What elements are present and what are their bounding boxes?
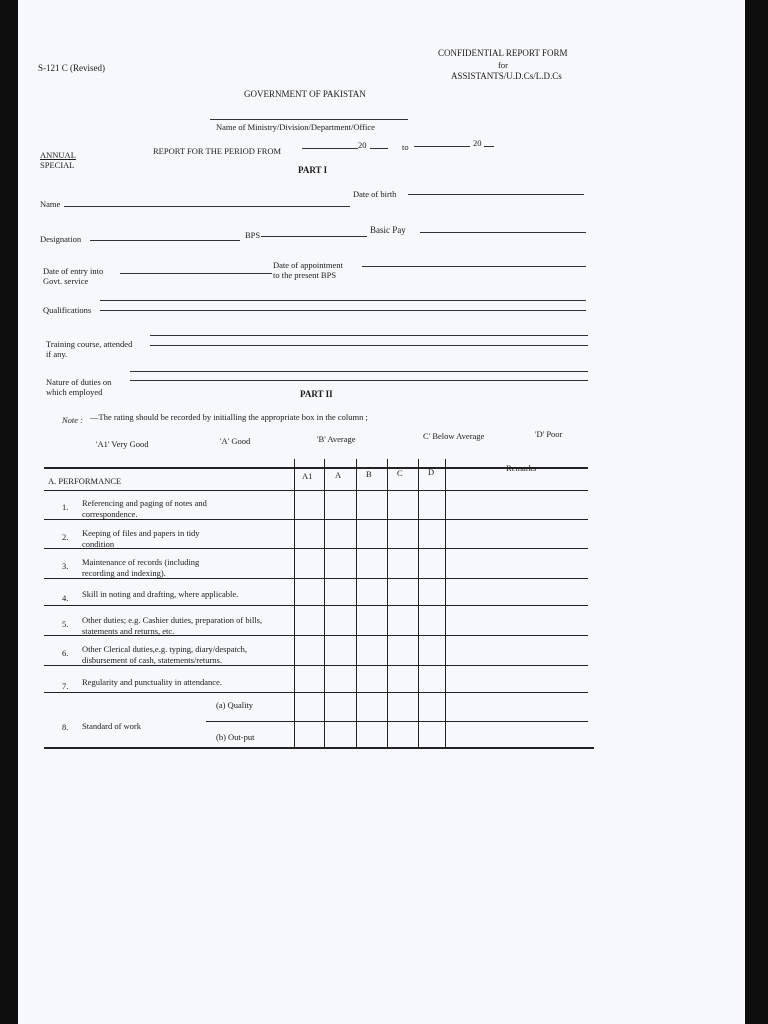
row-6-line2: disbursement of cash, statements/returns.: [82, 655, 222, 665]
period-to-line[interactable]: [414, 146, 470, 147]
row-line-8a: [206, 721, 588, 722]
row-1-line2: correspondence.: [82, 509, 138, 519]
col-a1: A1: [302, 471, 313, 481]
training-line[interactable]: [150, 345, 588, 346]
period-from-year-line[interactable]: [370, 148, 388, 149]
row-6-num: 6.: [62, 648, 69, 658]
row-3-num: 3.: [62, 561, 69, 571]
row-2-line2: condition: [82, 539, 115, 549]
ministry-label: Name of Ministry/Division/Department/Office: [216, 122, 375, 132]
rating-b: 'B' Average: [317, 434, 356, 444]
row-1-num: 1.: [62, 502, 69, 512]
period-to: to: [402, 142, 409, 152]
row-line-7: [44, 692, 588, 693]
col-line-a: [324, 459, 325, 747]
form-code: S-121 C (Revised): [38, 63, 105, 73]
row-line-4: [44, 605, 588, 606]
rating-c: C' Below Average: [423, 431, 485, 441]
row-8b-output: (b) Out-put: [216, 732, 255, 742]
training-line-2[interactable]: [150, 335, 588, 336]
rating-a1: 'A1' Very Good: [96, 439, 149, 449]
name-label: Name: [40, 199, 61, 209]
col-d: D: [428, 467, 435, 477]
training-label-1: Training course, attended: [46, 339, 133, 349]
col-c: C: [397, 468, 403, 478]
appointment-line[interactable]: [362, 266, 586, 267]
entry-label-1: Date of entry into: [43, 266, 104, 276]
duties-label-2: which employed: [46, 387, 103, 397]
part2-title: PART II: [300, 389, 333, 399]
period-year2: 20: [473, 138, 482, 148]
row-6-line1: Other Clerical duties,e.g. typing, diary/despatch,: [82, 644, 247, 654]
row-1-line1: Referencing and paging of notes and: [82, 498, 207, 508]
note-prefix: Note :: [62, 415, 84, 425]
rating-d: 'D' Poor: [535, 429, 563, 439]
col-b: B: [366, 469, 372, 479]
table-bottom-border: [44, 747, 594, 749]
rating-a: 'A' Good: [220, 436, 251, 446]
designation-line[interactable]: [90, 240, 240, 241]
performance-table: [44, 455, 612, 745]
duties-line-2[interactable]: [130, 371, 588, 372]
row-7-num: 7.: [62, 681, 69, 691]
row-line-2: [44, 548, 588, 549]
duties-label-1: Nature of duties on: [46, 377, 112, 387]
entry-line[interactable]: [120, 273, 272, 274]
designation-label: Designation: [40, 234, 82, 244]
row-8-label: Standard of work: [82, 721, 142, 731]
row-4-num: 4.: [62, 593, 69, 603]
name-line[interactable]: [64, 206, 350, 207]
basic-pay-line[interactable]: [420, 232, 586, 233]
for-label: for: [498, 60, 508, 70]
annual-label: ANNUAL: [40, 150, 76, 160]
government-title: GOVERNMENT OF PAKISTAN: [244, 89, 366, 99]
row-7-line1: Regularity and punctuality in attendance.: [82, 677, 222, 687]
row-5-line2: statements and returns, etc.: [82, 626, 175, 636]
confidential-title: CONFIDENTIAL REPORT FORM: [438, 48, 568, 58]
bps-label: BPS: [245, 230, 261, 240]
period-year1: 20: [358, 140, 367, 150]
audience-label: ASSISTANTS/U.D.Cs/L.D.Cs: [451, 71, 562, 81]
period-from-line[interactable]: [302, 148, 358, 149]
row-8a-quality: (a) Quality: [216, 700, 254, 710]
dob-line[interactable]: [408, 194, 584, 195]
ministry-line[interactable]: [210, 119, 408, 120]
qualifications-line-2[interactable]: [100, 300, 586, 301]
col-line-b: [356, 459, 357, 747]
dob-label: Date of birth: [353, 189, 397, 199]
performance-heading: A. PERFORMANCE: [48, 476, 122, 486]
appointment-label-1: Date of appointment: [273, 260, 343, 270]
row-8-num: 8.: [62, 722, 69, 732]
row-5-line1: Other duties; e.g. Cashier duties, preparation of bills,: [82, 615, 263, 625]
row-3-line2: recording and indexing).: [82, 568, 166, 578]
bps-line[interactable]: [261, 236, 367, 237]
period-label: REPORT FOR THE PERIOD FROM: [153, 146, 282, 156]
col-line-a1: [294, 459, 295, 747]
col-line-remarks: [445, 459, 446, 747]
form-sheet: [18, 0, 745, 1024]
period-to-year-line[interactable]: [484, 146, 494, 147]
row-2-num: 2.: [62, 532, 69, 542]
entry-label-2: Govt. service: [43, 276, 89, 286]
special-label: SPECIAL: [40, 160, 75, 170]
col-a: A: [335, 470, 342, 480]
training-label-2: if any.: [46, 349, 68, 359]
col-line-d: [418, 459, 419, 747]
appointment-label-2: to the present BPS: [273, 270, 337, 280]
basic-pay-label: Basic Pay: [370, 225, 406, 235]
table-header-line: [44, 490, 588, 491]
qualifications-label: Qualifications: [43, 305, 92, 315]
duties-line[interactable]: [130, 380, 588, 381]
note-text: —The rating should be recorded by initialling the appropriate box in the column ;: [90, 412, 368, 422]
part1-title: PART I: [298, 165, 328, 175]
row-5-num: 5.: [62, 619, 69, 629]
row-3-line1: Maintenance of records (including: [82, 557, 200, 567]
row-4-line1: Skill in noting and drafting, where applicable.: [82, 589, 239, 599]
qualifications-line[interactable]: [100, 310, 586, 311]
col-remarks: Remarks: [506, 463, 537, 473]
col-line-c: [387, 459, 388, 747]
row-2-line1: Keeping of files and papers in tidy: [82, 528, 200, 538]
